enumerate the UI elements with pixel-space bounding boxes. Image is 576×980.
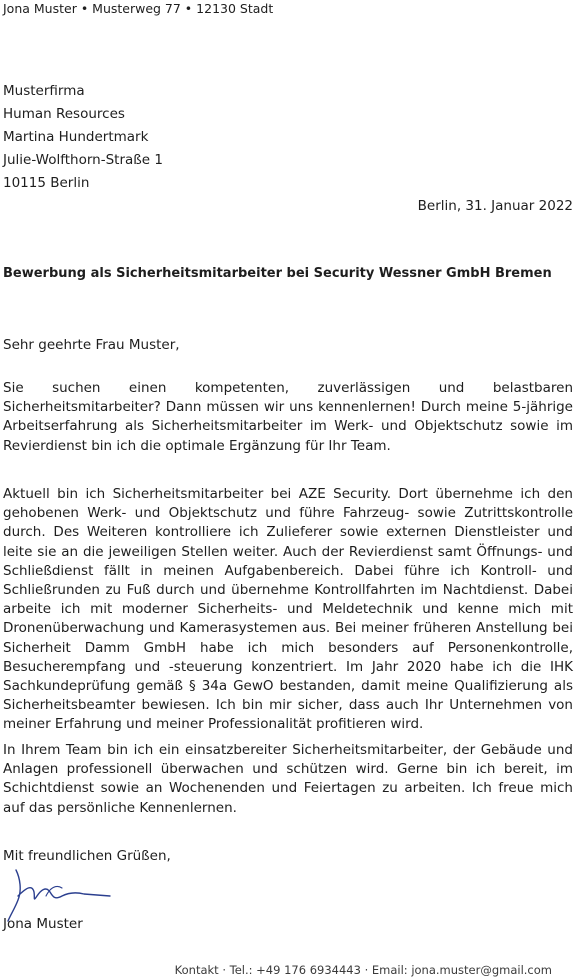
letter-subject: Bewerbung als Sicherheitsmitarbeiter bei Security Wessner GmbH Bremen xyxy=(3,266,552,281)
body-paragraph-3: In Ihrem Team bin ich ein einsatzbereiter Sicherheitsmitarbeiter, der Gebäude und Anlagen professionell überwachen und schützen wird. Gerne bin ich bereit, im Schichtdienst sowie an Wochenenden und Feiertagen zu arbeiten. Ich freue mich auf das persönliche Kennenlernen. xyxy=(3,742,573,816)
body-paragraph-1: Sie suchen einen kompetenten, zuverlässigen und belastbaren Sicherheitsmitarbeiter? Dann müssen wir uns kennenlernen! Durch meine 5-jährige Arbeitserfahrung als Sicherheitsmitarbeiter im Werk- und Objektschutz sowie im Revierdienst bin ich die optimale Ergänzung für Ihr Team. xyxy=(3,380,573,454)
letter-date: Berlin, 31. Januar 2022 xyxy=(417,198,573,214)
body-paragraph-2: Aktuell bin ich Sicherheitsmitarbeiter bei AZE Security. Dort übernehme ich den gehobenen Werk- und Objektschutz und führe Fahrzeug- sowie Zutrittskontrolle durch. Des Weiteren kontrolliere ich Zulieferer sowie externen Dienstleister und leite sie an die jeweiligen Stellen weiter. Auch der Revierdienst samt Öffnungs- und Schließdienst fällt in meinen Aufgabenbereich. Dabei führe ich Kontroll- und Schließrunden zu Fuß durch und übernehme Kontrollfahrten im Nachtdienst. Dabei arbeite ich mit moderner Sicherheits- und Meldetechnik und kenne mich mit Dronenüberwachung und Kamerasystemen aus. Bei meiner früheren Anstellung bei Sicherheit Damm GmbH habe ich mich besonders auf Personenkontrolle, Besucherempfang und -steuerung konzentriert. Im Jahr 2020 habe ich die IHK Sachkundeprüfung gemäß § 34a GewO bestanden, damit meine Qualifizierung als Sicherheitsbeamter bewiesen. Ich bin mir sicher, dass auch Ihr Unternehmen von meiner Erfahrung und meiner Professionalität profitieren wird. xyxy=(3,486,573,733)
recipient-department: Human Resources xyxy=(3,106,125,122)
recipient-address xyxy=(3,80,163,195)
recipient-street: Julie-Wolfthorn-Straße 1 xyxy=(3,152,163,168)
contact-footer: Kontakt · Tel.: +49 176 6934443 · Email: jona.muster@gmail.com xyxy=(174,963,552,977)
recipient-contact: Martina Hundertmark xyxy=(3,129,149,145)
signer-name: Jona Muster xyxy=(3,916,83,932)
recipient-company: Musterfirma xyxy=(3,83,85,99)
signature-stroke-2 xyxy=(46,886,62,896)
salutation: Sehr geehrte Frau Muster, xyxy=(3,337,180,353)
recipient-city: 10115 Berlin xyxy=(3,175,90,191)
sender-address-line: Jona Muster • Musterweg 77 • 12130 Stadt xyxy=(3,1,274,16)
closing-phrase: Mit freundlichen Grüßen, xyxy=(3,848,171,864)
